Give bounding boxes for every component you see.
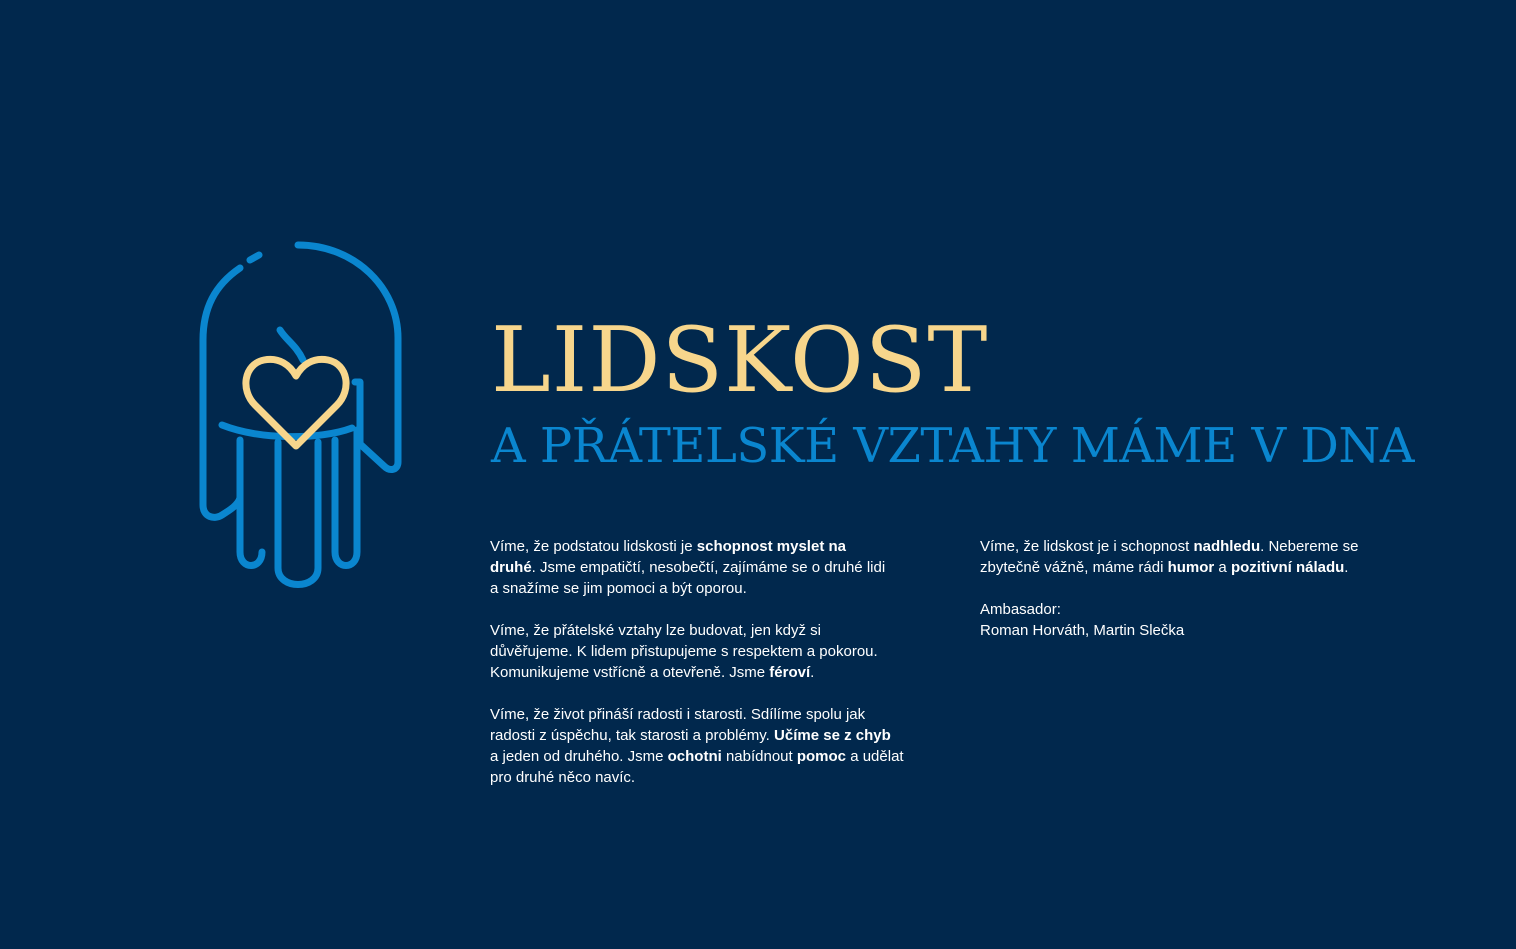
text-line: Víme, že podstatou lidskosti je schopnost myslet na <box>490 538 846 555</box>
hand-holding-heart-icon <box>196 238 406 590</box>
paragraph-empathy <box>490 536 940 599</box>
ambassador-block <box>980 599 1400 641</box>
text-line: radosti z úspěchu, tak starosti a problémy. Učíme se z chyb <box>490 727 891 744</box>
text-line: Víme, že přátelské vztahy lze budovat, jen když si <box>490 622 821 639</box>
text-line: Víme, že lidskost je i schopnost nadhledu. Nebereme se <box>980 538 1359 555</box>
text-line: důvěřujeme. K lidem přistupujeme s respektem a pokorou. <box>490 643 878 660</box>
paragraph-life <box>490 704 940 788</box>
text-line: a jeden od druhého. Jsme ochotni nabídnout pomoc a udělat <box>490 748 904 765</box>
text-line: pro druhé něco navíc. <box>490 769 636 786</box>
ambassador-label: Ambasador: <box>980 601 1061 618</box>
ambassador-names: Roman Horváth, Martin Slečka <box>980 622 1185 639</box>
text-line: druhé. Jsme empatičtí, nesobečtí, zajímáme se o druhé lidi <box>490 559 886 576</box>
paragraph-trust <box>490 620 940 683</box>
page-title: LIDSKOST <box>491 308 989 413</box>
right-text-column <box>980 536 1400 662</box>
text-line: a snažíme se jim pomoci a být oporou. <box>490 580 747 597</box>
page-subtitle: A PŘÁTELSKÉ VZTAHY MÁME V DNA <box>491 418 1415 474</box>
text-line: Komunikujeme vstřícně a otevřeně. Jsme féroví. <box>490 664 815 681</box>
text-line: Víme, že život přináší radosti i starosti. Sdílíme spolu jak <box>490 706 866 723</box>
text-line: zbytečně vážně, máme rádi humor a pozitivní náladu. <box>980 559 1349 576</box>
paragraph-perspective <box>980 536 1400 578</box>
left-text-column <box>490 536 940 809</box>
